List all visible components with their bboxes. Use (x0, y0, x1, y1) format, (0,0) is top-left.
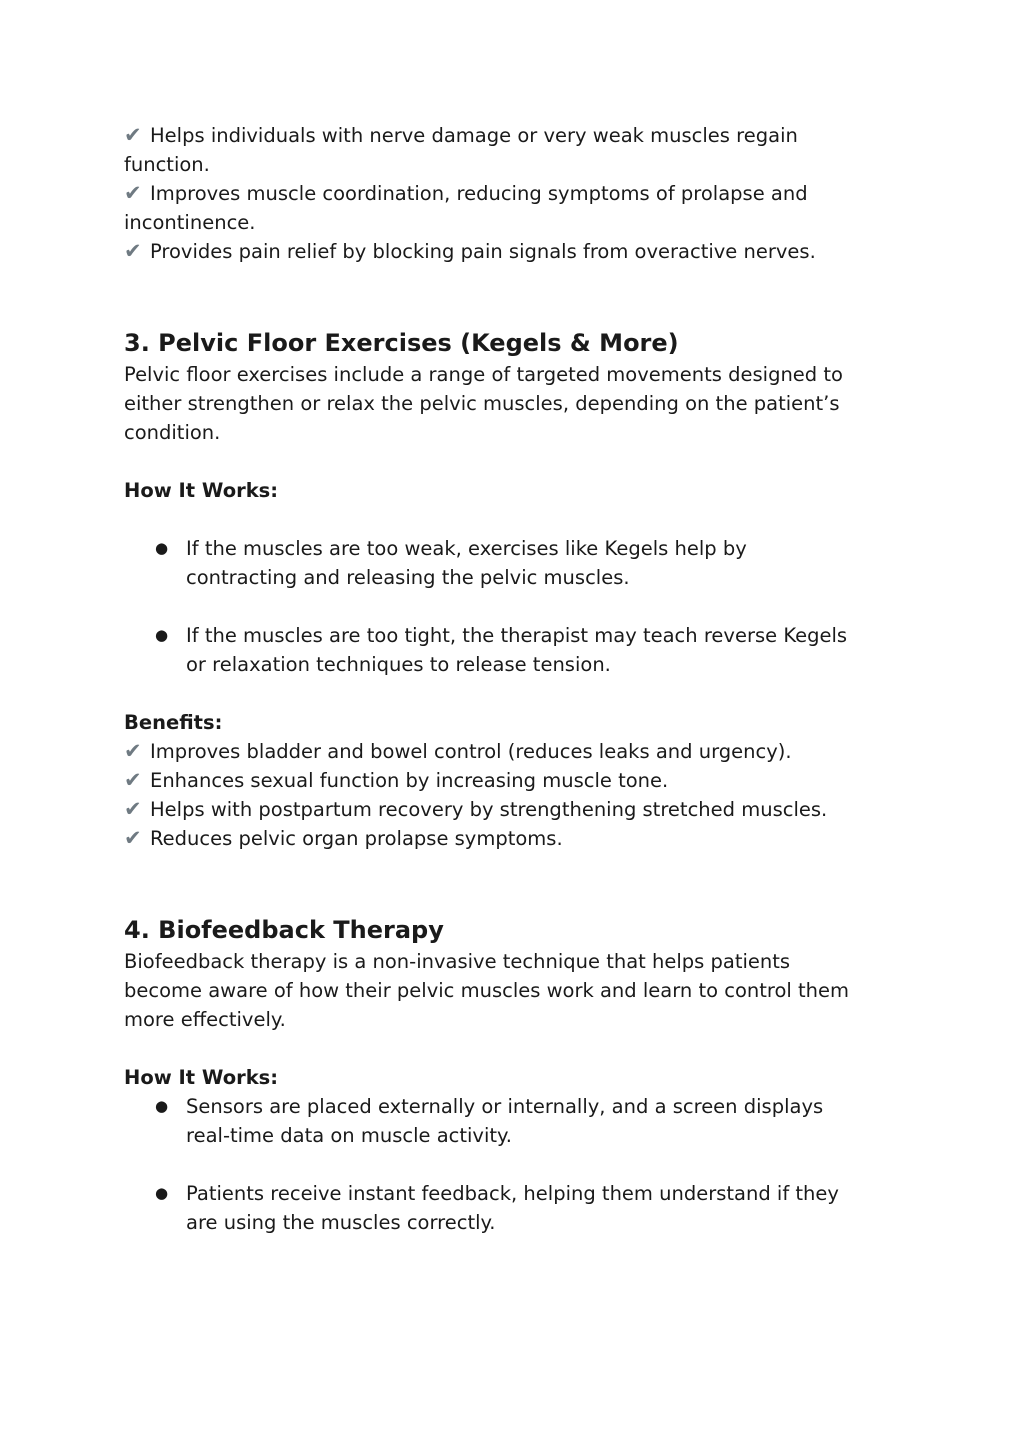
benefit-item: ✔ Improves muscle coordination, reducing symptoms of prolapse and (124, 179, 904, 208)
bullet-icon: ● (155, 1184, 169, 1202)
intro-benefits-list (124, 121, 904, 266)
section-description: more effectively. (124, 1008, 286, 1031)
section-heading: 4. Biofeedback Therapy (124, 916, 444, 944)
document-page (124, 121, 904, 1237)
check-icon: ✔ (124, 123, 142, 147)
list-item: ● Patients receive instant feedback, helping them understand if they are using the muscles correctly. (124, 1179, 904, 1237)
section-description: either strengthen or relax the pelvic muscles, depending on the patient’s (124, 392, 840, 415)
benefit-item: ✔ Enhances sexual function by increasing muscle tone. (124, 766, 904, 795)
check-icon: ✔ (124, 768, 142, 792)
how-it-works-label: How It Works: (124, 479, 279, 502)
benefit-item: ✔ Helps individuals with nerve damage or very weak muscles regain (124, 121, 904, 150)
benefit-item: ✔ Improves bladder and bowel control (reduces leaks and urgency). (124, 737, 904, 766)
check-icon: ✔ (124, 797, 142, 821)
section-description: Pelvic floor exercises include a range of targeted movements designed to (124, 363, 843, 386)
section-description: become aware of how their pelvic muscles work and learn to control them (124, 979, 850, 1002)
section-description: condition. (124, 421, 221, 444)
check-icon: ✔ (124, 239, 142, 263)
bullet-icon: ● (155, 626, 169, 644)
bullet-icon: ● (155, 539, 169, 557)
list-item: ● If the muscles are too tight, the therapist may teach reverse Kegels or relaxation techniques to release tension. (124, 621, 904, 679)
list-item: ● If the muscles are too weak, exercises like Kegels help by contracting and releasing the pelvic muscles. (124, 534, 904, 592)
list-item: ● Sensors are placed externally or internally, and a screen displays real-time data on muscle activity. (124, 1092, 904, 1150)
how-it-works-label: How It Works: (124, 1066, 279, 1089)
benefit-item-continuation: function. (124, 153, 210, 176)
how-it-works-list (124, 1092, 904, 1237)
benefit-item: ✔ Helps with postpartum recovery by strengthening stretched muscles. (124, 795, 904, 824)
bullet-icon: ● (155, 1097, 169, 1115)
check-icon: ✔ (124, 739, 142, 763)
check-icon: ✔ (124, 826, 142, 850)
benefit-item-continuation: incontinence. (124, 211, 256, 234)
how-it-works-list (124, 534, 904, 679)
section-description: Biofeedback therapy is a non-invasive technique that helps patients (124, 950, 791, 973)
benefit-item: ✔ Reduces pelvic organ prolapse symptoms. (124, 824, 904, 853)
section-heading: 3. Pelvic Floor Exercises (Kegels & More) (124, 329, 679, 357)
check-icon: ✔ (124, 181, 142, 205)
benefits-list (124, 737, 904, 853)
benefit-item: ✔ Provides pain relief by blocking pain signals from overactive nerves. (124, 237, 904, 266)
benefits-label: Benefits: (124, 711, 223, 734)
